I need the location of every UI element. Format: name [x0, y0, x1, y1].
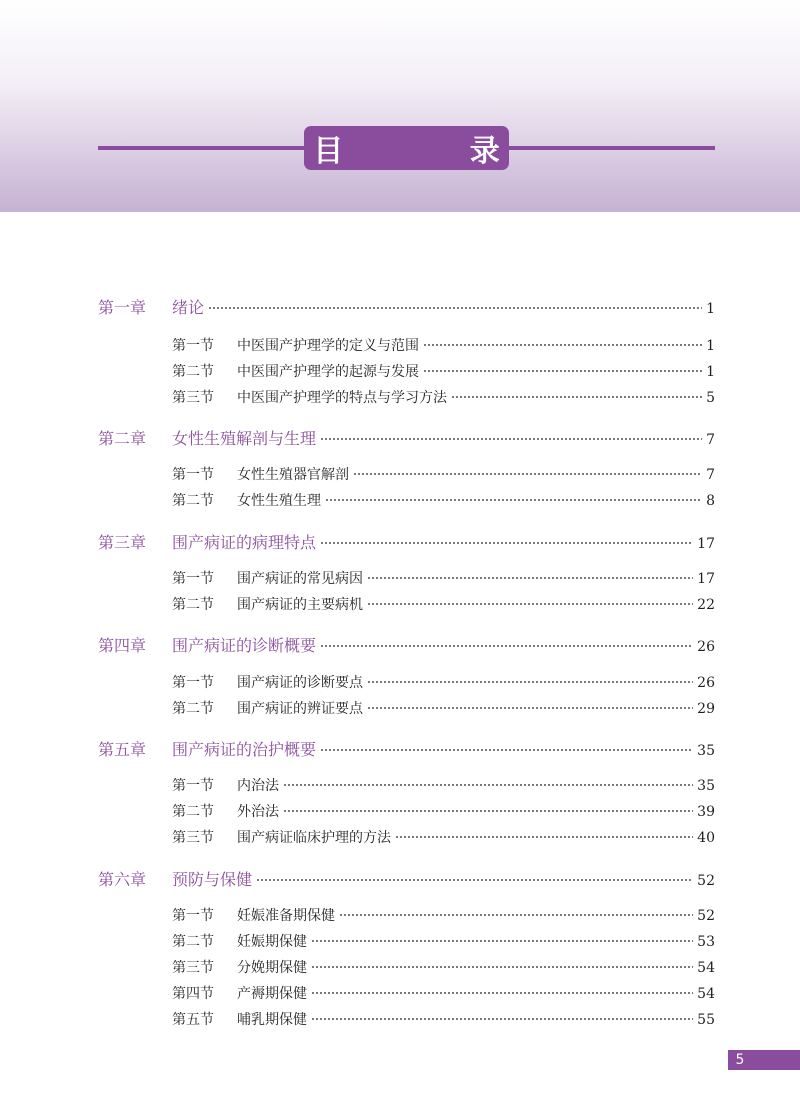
section-title: 哺乳期保健	[237, 1012, 307, 1028]
section-label: 第一节	[172, 571, 214, 587]
toc-section-row[interactable]	[0, 827, 800, 851]
chapter-label: 第四章	[98, 636, 147, 655]
toc-chapter-row[interactable]	[0, 867, 800, 891]
footer-page-number: 5	[735, 1052, 745, 1068]
leader-dots	[367, 681, 693, 683]
page-number: 5	[706, 390, 715, 406]
section-title: 围产病证的主要病机	[237, 597, 363, 613]
chapter-label: 第六章	[98, 870, 147, 889]
leader-dots	[311, 966, 693, 968]
page-number: 29	[697, 701, 715, 717]
toc-section-row[interactable]	[0, 931, 800, 955]
section-title: 中医围产护理学的定义与范围	[237, 338, 419, 354]
leader-dots	[208, 307, 702, 309]
page-number: 39	[697, 804, 715, 820]
section-title: 内治法	[237, 778, 279, 794]
section-label: 第二节	[172, 364, 214, 380]
leader-dots	[320, 438, 702, 440]
section-label: 第二节	[172, 804, 214, 820]
section-title: 围产病证的常见病因	[237, 571, 363, 587]
toc-chapter-row[interactable]	[0, 633, 800, 657]
page-number: 26	[697, 675, 715, 691]
section-label: 第一节	[172, 467, 214, 483]
section-label: 第一节	[172, 675, 214, 691]
page-number: 55	[697, 1012, 715, 1028]
leader-dots	[423, 344, 702, 346]
page-number: 17	[697, 536, 715, 552]
leader-dots	[320, 749, 693, 751]
chapter-title: 围产病证的病理特点	[172, 533, 317, 552]
toc-section-row[interactable]	[0, 568, 800, 592]
page-number-tab	[728, 1050, 800, 1070]
toc-section-row[interactable]	[0, 957, 800, 981]
section-title: 妊娠准备期保健	[237, 908, 335, 924]
page-number: 54	[697, 960, 715, 976]
leader-dots	[311, 940, 693, 942]
section-title: 妊娠期保健	[237, 934, 307, 950]
chapter-title: 围产病证的诊断概要	[172, 636, 317, 655]
leader-dots	[367, 603, 693, 605]
toc-section-row[interactable]	[0, 905, 800, 929]
toc-section-row[interactable]	[0, 698, 800, 722]
leader-dots	[325, 499, 702, 501]
page-number: 40	[697, 830, 715, 846]
page-number: 1	[706, 338, 715, 354]
leader-dots	[320, 542, 693, 544]
section-title: 围产病证的辨证要点	[237, 701, 363, 717]
section-label: 第一节	[172, 908, 214, 924]
chapter-title: 女性生殖解剖与生理	[172, 429, 317, 448]
page-number: 54	[697, 986, 715, 1002]
leader-dots	[311, 992, 693, 994]
chapter-label: 第二章	[98, 429, 147, 448]
leader-dots	[311, 1018, 693, 1020]
leader-dots	[367, 707, 693, 709]
page-number: 52	[697, 873, 715, 889]
toc-section-row[interactable]	[0, 464, 800, 488]
toc-section-row[interactable]	[0, 361, 800, 385]
leader-dots	[423, 370, 702, 372]
section-label: 第三节	[172, 830, 214, 846]
section-title: 女性生殖生理	[237, 493, 321, 509]
chapter-label: 第一章	[98, 298, 147, 317]
toc-chapter-row[interactable]	[0, 426, 800, 450]
chapter-label: 第五章	[98, 740, 147, 759]
page-number: 26	[697, 639, 715, 655]
section-label: 第四节	[172, 986, 214, 1002]
page-number: 7	[706, 432, 715, 448]
leader-dots	[339, 914, 693, 916]
section-label: 第二节	[172, 493, 214, 509]
toc-section-row[interactable]	[0, 1009, 800, 1033]
chapter-label: 第三章	[98, 533, 147, 552]
leader-dots	[395, 836, 693, 838]
section-title: 分娩期保健	[237, 960, 307, 976]
section-title: 女性生殖器官解剖	[237, 467, 349, 483]
page-number: 52	[697, 908, 715, 924]
section-label: 第一节	[172, 778, 214, 794]
toc-section-row[interactable]	[0, 387, 800, 411]
section-label: 第三节	[172, 960, 214, 976]
section-title: 外治法	[237, 804, 279, 820]
toc-section-row[interactable]	[0, 594, 800, 618]
section-label: 第五节	[172, 1012, 214, 1028]
page-number: 17	[697, 571, 715, 587]
section-label: 第二节	[172, 934, 214, 950]
leader-dots	[256, 879, 693, 881]
chapter-title: 围产病证的治护概要	[172, 740, 317, 759]
toc-chapter-row[interactable]	[0, 530, 800, 554]
section-label: 第二节	[172, 597, 214, 613]
toc-section-row[interactable]	[0, 775, 800, 799]
leader-dots	[283, 784, 693, 786]
leader-dots	[320, 645, 693, 647]
page-number: 8	[706, 493, 715, 509]
page-number: 53	[697, 934, 715, 950]
leader-dots	[367, 577, 693, 579]
toc-section-row[interactable]	[0, 801, 800, 825]
toc-section-row[interactable]	[0, 490, 800, 514]
page-number: 7	[706, 467, 715, 483]
section-title: 围产病证的诊断要点	[237, 675, 363, 691]
toc-section-row[interactable]	[0, 335, 800, 359]
toc-chapter-row[interactable]	[0, 737, 800, 761]
toc-chapter-row[interactable]	[0, 295, 800, 319]
section-title: 围产病证临床护理的方法	[237, 830, 391, 846]
page-number: 1	[706, 364, 715, 380]
toc-section-row[interactable]	[0, 672, 800, 696]
section-label: 第三节	[172, 390, 214, 406]
page-number: 1	[706, 301, 715, 317]
leader-dots	[283, 810, 693, 812]
section-title: 产褥期保健	[237, 986, 307, 1002]
section-label: 第二节	[172, 701, 214, 717]
leader-dots	[353, 473, 702, 475]
section-title: 中医围产护理学的起源与发展	[237, 364, 419, 380]
page-number: 35	[697, 743, 715, 759]
section-label: 第一节	[172, 338, 214, 354]
page-number: 22	[697, 597, 715, 613]
chapter-title: 绪论	[172, 298, 205, 317]
leader-dots	[451, 396, 702, 398]
section-title: 中医围产护理学的特点与学习方法	[237, 390, 447, 406]
toc-section-row[interactable]	[0, 983, 800, 1007]
chapter-title: 预防与保健	[172, 870, 253, 889]
page-number: 35	[697, 778, 715, 794]
page-title: 目 录	[313, 134, 558, 169]
